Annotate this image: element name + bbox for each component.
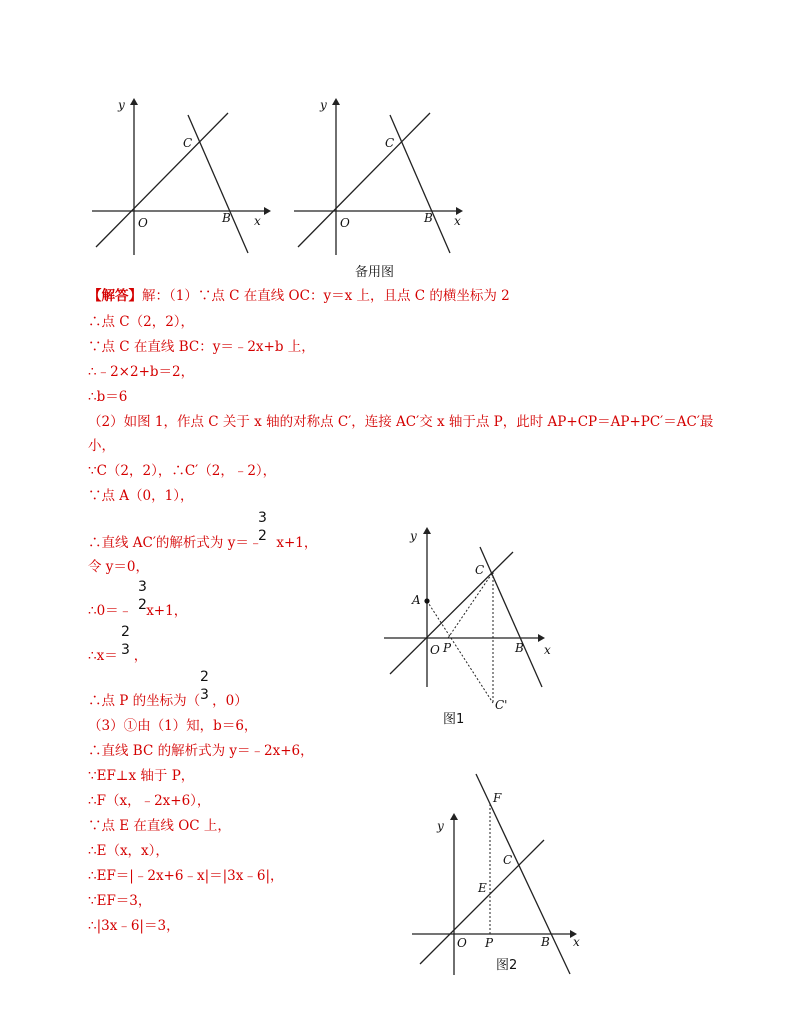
numerator: 3 [258,510,267,526]
solution-line-22: ∵EF＝3， [88,893,152,909]
text: ∴x＝ [88,648,118,664]
y-axis-arrow [332,98,340,105]
label-b: B [222,211,231,225]
text: ， [133,648,148,664]
label-c: C [385,136,395,150]
answer-tag: 【解答】 [88,288,142,304]
label-f: F [493,791,502,805]
label-c: C [183,136,193,150]
line-bc [390,115,450,253]
fraction-2 [138,580,147,612]
denominator: 2 [258,528,267,544]
x-axis-arrow [538,634,545,642]
line-bc [188,115,248,253]
label-y: y [118,98,125,112]
y-axis-arrow [130,98,138,105]
figure-2 [408,772,588,977]
text: ∴直线 AC′的解析式为 y＝﹣ [88,535,263,551]
solution-line-20: ∴E（x，x）， [88,843,169,859]
text: x+1， [276,535,318,551]
fraction-4 [200,670,209,702]
label-e: E [478,881,487,895]
label-y: y [437,819,444,833]
y-axis-arrow [450,813,458,820]
label-b: B [515,641,524,655]
text: 解：（1）∵点 C 在直线 OC：y＝x 上，且点 C 的横坐标为 2 [142,288,510,304]
line-oc [390,552,513,674]
solution-line-10 [88,537,317,551]
x-axis-arrow [264,207,271,215]
solution-line-18: ∴F（x，﹣2x+6）， [88,793,211,809]
label-o: O [340,216,350,230]
label-x: x [573,935,580,949]
fraction-1 [258,511,267,543]
denominator: 3 [121,642,130,658]
numerator: 2 [121,624,130,640]
solution-line-16: ∴直线 BC 的解析式为 y＝﹣2x+6， [88,743,314,759]
text: ，0） [212,693,248,709]
label-y: y [410,529,417,543]
solution-line-15: （3）①由（1）知，b＝6， [88,718,258,734]
solution-line-23: ∴|3x﹣6|＝3， [88,918,180,934]
numerator: 2 [200,669,209,685]
label-a: A [412,593,421,607]
figure-backup [290,95,480,260]
solution-line-3: ∵点 C 在直线 BC：y＝﹣2x+b 上， [88,339,315,355]
label-o: O [430,643,440,657]
label-y: y [320,98,327,112]
fraction-3 [121,625,130,657]
text: x+1， [146,603,188,619]
caption-fig1: 图1 [443,712,465,727]
label-o: O [457,936,467,950]
y-axis-arrow [423,527,431,534]
solution-line-9: ∵点 A（0，1）， [88,488,194,504]
solution-line-21: ∴EF＝|﹣2x+6﹣x|＝|3x﹣6|， [88,868,284,884]
figure-1 [380,522,560,712]
solution-line-11: 令 y＝0， [88,559,150,575]
segment-pc [448,572,493,638]
caption-fig2: 图2 [496,958,518,973]
solution-line-4: ∴﹣2×2+b＝2， [88,364,195,380]
solution-line-19: ∵点 E 在直线 OC 上， [88,818,231,834]
text: ∴0＝﹣ [88,603,133,619]
label-x: x [254,214,261,228]
numerator: 3 [138,579,147,595]
line-oc [298,113,430,247]
solution-line-7: 小， [88,438,115,454]
denominator: 3 [200,687,209,703]
solution-line-13 [88,650,147,664]
line-oc [420,840,544,964]
figure-main [88,95,278,260]
label-x: x [544,643,551,657]
solution-line-8: ∵C（2，2），∴C′（2，﹣2）， [88,463,277,479]
label-c-prime: C' [495,698,508,712]
solution-line-2: ∴点 C（2，2）， [88,314,195,330]
solution-line-14 [88,695,248,709]
point-a [424,598,429,603]
label-p: P [443,641,452,655]
solution-line-6: （2）如图 1，作点 C 关于 x 轴的对称点 C′，连接 AC′交 x 轴于点 P，此时 AP+CP＝AP+PC′＝AC′最 [88,414,714,430]
caption-backup: 备用图 [355,265,395,280]
label-o: O [138,216,148,230]
solution-line-5: ∴b＝6 [88,389,128,405]
solution-line-17: ∵EF⊥x 轴于 P， [88,768,195,784]
label-c: C [503,853,513,867]
line-oc [96,113,228,247]
label-c: C [475,563,485,577]
denominator: 2 [138,597,147,613]
label-b: B [541,935,550,949]
solution-line-1 [88,290,510,304]
label-b: B [424,211,433,225]
line-bc [480,547,542,687]
text: ∴点 P 的坐标为（ [88,693,201,709]
label-p: P [485,936,494,950]
label-x: x [454,214,461,228]
